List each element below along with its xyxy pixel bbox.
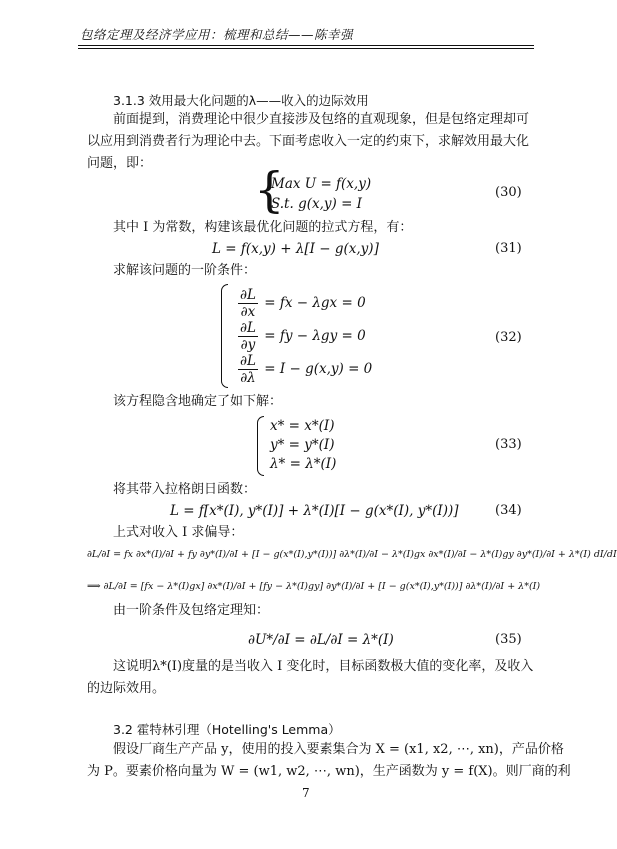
header-rule xyxy=(78,45,534,46)
equation-33-line2: y* = y*(I) xyxy=(270,437,335,453)
section-heading-3-2: 3.2 霍特林引理（Hotelling's Lemma） xyxy=(113,722,341,737)
equation-33-line1: x* = x*(I) xyxy=(270,418,335,434)
equation-35: ∂U*/∂I = ∂L/∂I = λ*(I) xyxy=(248,632,394,648)
system-brace xyxy=(257,416,264,476)
paragraph-line: 求解该问题的一阶条件： xyxy=(113,263,257,278)
section-heading-3-1-3: 3.1.3 效用最大化问题的λ——收入的边际效用 xyxy=(113,93,369,108)
page-number: 7 xyxy=(302,786,310,800)
paragraph-line: 上式对收入 I 求偏导： xyxy=(113,525,244,540)
left-brace: { xyxy=(254,162,285,218)
system-brace xyxy=(221,284,228,388)
equation-31: L = f(x,y) + λ[I − g(x,y)] xyxy=(212,241,379,257)
paragraph-line: 将其带入拉格朗日函数： xyxy=(113,482,257,497)
paragraph-line: 其中 I 为常数，构建该最优化问题的拉式方程，有： xyxy=(113,220,413,235)
running-header: 包络定理及经济学应用：梳理和总结——陈幸强 xyxy=(80,27,354,42)
equation-32-line3: $\frac{\partial L}{\partial\lambda}$ = I − g(x,y) = 0 xyxy=(240,353,373,386)
equation-number: (31) xyxy=(495,241,522,256)
paragraph-line: 问题，即： xyxy=(87,156,153,171)
derivative-line-1: ∂L/∂I = fx ∂x*(I)/∂I + fy ∂y*(I)/∂I + [I − g(x*(I),y*(I))] ∂λ*(I)/∂I − λ*(I)gx ∂x*(I)/∂I − λ*(I)gy ∂y*(I)/∂I + λ*(I) dI/dI xyxy=(87,549,617,560)
derivative-line-2: ⟹ ∂L/∂I = [fx − λ*(I)gx] ∂x*(I)/∂I + [fy − λ*(I)gy] ∂y*(I)/∂I + [I − g(x*(I),y*(I))] ∂λ*(I)/∂I + λ*(I) xyxy=(87,581,541,592)
paragraph-line: 前面提到，消费理论中很少直接涉及包络的直观现象，但是包络定理却可 xyxy=(113,112,530,127)
paragraph-line: 这说明λ*(I)度量的是当收入 I 变化时，目标函数极大值的变化率，及收入 xyxy=(113,659,534,674)
equation-32-line2: $\frac{\partial L}{\partial y}$ = fy − λgy = 0 xyxy=(240,320,366,353)
equation-number: (30) xyxy=(495,185,522,200)
equation-number: (33) xyxy=(495,437,522,452)
equation-30-line2: S.t. g(x,y) = I xyxy=(271,196,362,212)
paragraph-line: 为 P。要素价格向量为 W = (w1, w2, ⋯, wn)，生产函数为 y = f(X)。则厂商的利 xyxy=(87,764,571,779)
equation-30-line1: Max U = f(x,y) xyxy=(271,176,372,192)
paragraph-line: 该方程隐含地确定了如下解： xyxy=(113,394,283,409)
paragraph-line: 的边际效用。 xyxy=(87,681,166,696)
equation-34: L = f[x*(I), y*(I)] + λ*(I)[I − g(x*(I), y*(I))] xyxy=(170,503,459,519)
equation-number: (34) xyxy=(495,503,522,518)
paragraph-line: 以应用到消费者行为理论中去。下面考虑收入一定的约束下，求解效用最大化 xyxy=(87,134,530,149)
equation-32-line1: $\frac{\partial L}{\partial x}$ = fx − λgx = 0 xyxy=(240,287,366,320)
header-rule-thin xyxy=(78,48,534,49)
equation-number: (32) xyxy=(495,330,522,345)
equation-number: (35) xyxy=(495,632,522,647)
equation-33-line3: λ* = λ*(I) xyxy=(270,456,337,472)
paragraph-line: 由一阶条件及包络定理知： xyxy=(113,603,270,618)
paragraph-line: 假设厂商生产产品 y，使用的投入要素集合为 X = (x1, x2, ⋯, xn)，产品价格 xyxy=(113,742,564,757)
